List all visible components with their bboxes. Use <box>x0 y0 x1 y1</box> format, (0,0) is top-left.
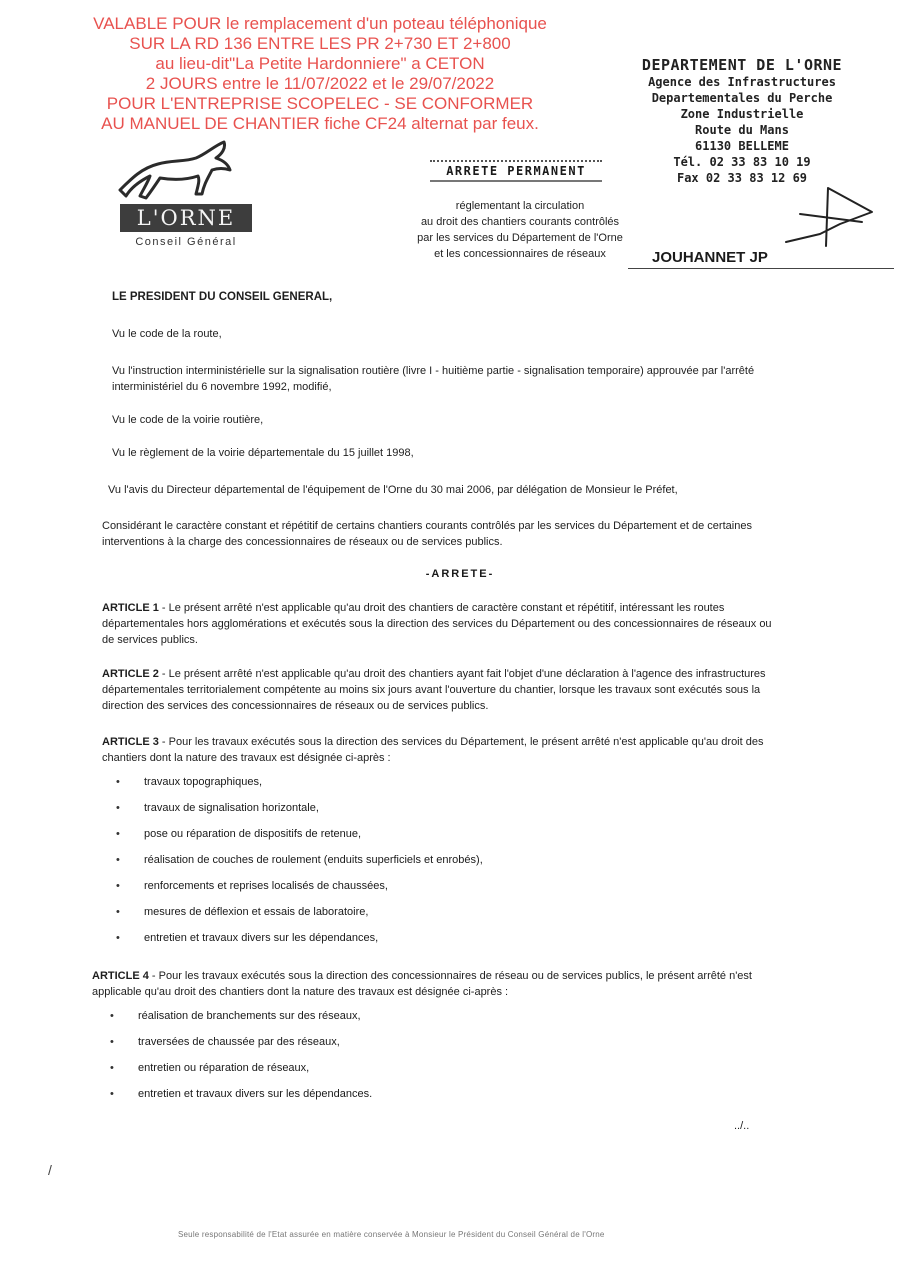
list-item: • mesures de déflexion et essais de laboratoire, <box>116 904 716 920</box>
article-label: ARTICLE 3 <box>102 736 159 748</box>
list-item: • réalisation de couches de roulement (enduits superficiels et enrobés), <box>116 852 716 868</box>
logo-subtitle: Conseil Général <box>135 236 237 248</box>
arrete-title: -ARRETE- <box>425 568 495 580</box>
president-heading: LE PRESIDENT DU CONSEIL GENERAL, <box>112 291 333 303</box>
subtitle-line: au droit des chantiers courants contrôlés <box>420 216 620 228</box>
department-title: DEPARTEMENT DE L'ORNE <box>641 56 843 74</box>
signature-rule <box>628 268 894 269</box>
list-item: • traversées de chaussée par des réseaux, <box>110 1034 710 1050</box>
department-address <box>612 56 872 186</box>
validity-stamp <box>70 14 570 134</box>
considerant-paragraph: Vu le règlement de la voirie départementale du 15 juillet 1998, <box>112 447 414 459</box>
list-item: • renforcements et reprises localisés de chaussées, <box>116 878 716 894</box>
list-item: • entretien et travaux divers sur les dépendances. <box>110 1086 710 1102</box>
considerant-paragraph: Vu le code de la route, <box>112 328 222 340</box>
address-line: Departementales du Perche <box>651 91 833 105</box>
decree-subtitle <box>380 198 660 262</box>
list-item: • entretien et travaux divers sur les dépendances, <box>116 930 716 946</box>
article-4 <box>92 968 778 1000</box>
stamp-line: au lieu-dit"La Petite Hardonniere" a CETON <box>155 54 485 73</box>
considerant-paragraph: Vu l'instruction interministérielle sur la signalisation routière (livre I - huitième partie - signalisation temporaire) approuvée par l'arrêté interministériel du 6 novembre 1992, modifié, <box>112 365 755 393</box>
article-text: - Le présent arrêté n'est applicable qu'au droit des chantiers de caractère constant et répétitif, intéressant les routes départementales hors agglomérations et exécutés sous la direction des services du Département ou des concessionnaires de réseaux ou de services publics. <box>102 602 772 646</box>
article-3-list <box>116 774 716 946</box>
article-text: - Le présent arrêté n'est applicable qu'au droit des chantiers ayant fait l'objet d'une déclaration à l'agence des infrastructures départementales territorialement compétente au moins six jours avant l'ouverture du chantier, lorsque les travaux sont exécutés sous la direction des services des concessionnaires de réseaux ou de services publics. <box>102 668 766 712</box>
article-2 <box>102 666 780 714</box>
article-label: ARTICLE 2 <box>102 668 159 680</box>
list-item: • entretien ou réparation de réseaux, <box>110 1060 710 1076</box>
considerant-paragraph: Vu le code de la voirie routière, <box>112 414 264 426</box>
address-line: Zone Industrielle <box>680 107 804 121</box>
article-text: - Pour les travaux exécutés sous la direction des concessionnaires de réseau ou de services publics, le présent arrêté n'est applicable qu'au droit des chantiers dont la nature des travaux est désignée ci-après : <box>92 970 752 998</box>
considerant-paragraph: Considérant le caractère constant et répétitif de certains chantiers courants contrôlés par les services du Département et de certaines interventions à la charge des concessionnaires de réseaux ou de services publics. <box>102 520 752 548</box>
article-1 <box>102 600 780 648</box>
continuation-marker: ../.. <box>734 1120 750 1132</box>
stamp-line: POUR L'ENTREPRISE SCOPELEC - SE CONFORMER <box>106 94 534 113</box>
address-line: Agence des Infrastructures <box>648 75 836 89</box>
logo-wordmark: L'ORNE <box>120 204 252 232</box>
stamp-line: 2 JOURS entre le 11/07/2022 et le 29/07/2022 <box>145 74 495 93</box>
stamp-line: VALABLE POUR le remplacement d'un poteau téléphonique <box>93 14 547 33</box>
address-line: Fax 02 33 83 12 69 <box>676 171 808 185</box>
article-label: ARTICLE 1 <box>102 602 159 614</box>
signatory-name: JOUHANNET JP <box>652 249 768 266</box>
address-line: Route du Mans <box>695 123 789 137</box>
stamp-line: AU MANUEL DE CHANTIER fiche CF24 alternat par feux. <box>101 114 539 133</box>
decree-title: ARRETE PERMANENT <box>430 160 602 182</box>
list-item: • travaux de signalisation horizontale, <box>116 800 716 816</box>
article-label: ARTICLE 4 <box>92 970 149 982</box>
considerant-paragraph: Vu l'avis du Directeur départemental de l'équipement de l'Orne du 30 mai 2006, par délégation de Monsieur le Préfet, <box>108 484 678 496</box>
article-3 <box>102 734 780 766</box>
address-line: Tél. 02 33 83 10 19 <box>673 155 811 169</box>
subtitle-line: et les concessionnaires de réseaux <box>434 248 606 260</box>
handwritten-signature <box>780 184 880 248</box>
list-item: • pose ou réparation de dispositifs de retenue, <box>116 826 716 842</box>
margin-mark: / <box>48 1162 52 1178</box>
stamp-line: SUR LA RD 136 ENTRE LES PR 2+730 ET 2+800 <box>129 34 511 53</box>
page-footer: Seule responsabilité de l'Etat assurée en matière conservée à Monsieur le Président du Conseil Général de l'Orne <box>178 1230 605 1239</box>
address-line: 61130 BELLEME <box>695 139 789 153</box>
subtitle-line: par les services du Département de l'Orne <box>417 232 623 244</box>
list-item: • réalisation de branchements sur des réseaux, <box>110 1008 710 1024</box>
subtitle-line: réglementant la circulation <box>455 200 585 212</box>
list-item: • travaux topographiques, <box>116 774 716 790</box>
horse-logo-icon <box>112 138 242 204</box>
article-text: - Pour les travaux exécutés sous la direction des services du Département, le présent arrêté n'est applicable qu'au droit des chantiers dont la nature des travaux est désignée ci-après : <box>102 736 764 764</box>
article-4-list <box>110 1008 710 1102</box>
